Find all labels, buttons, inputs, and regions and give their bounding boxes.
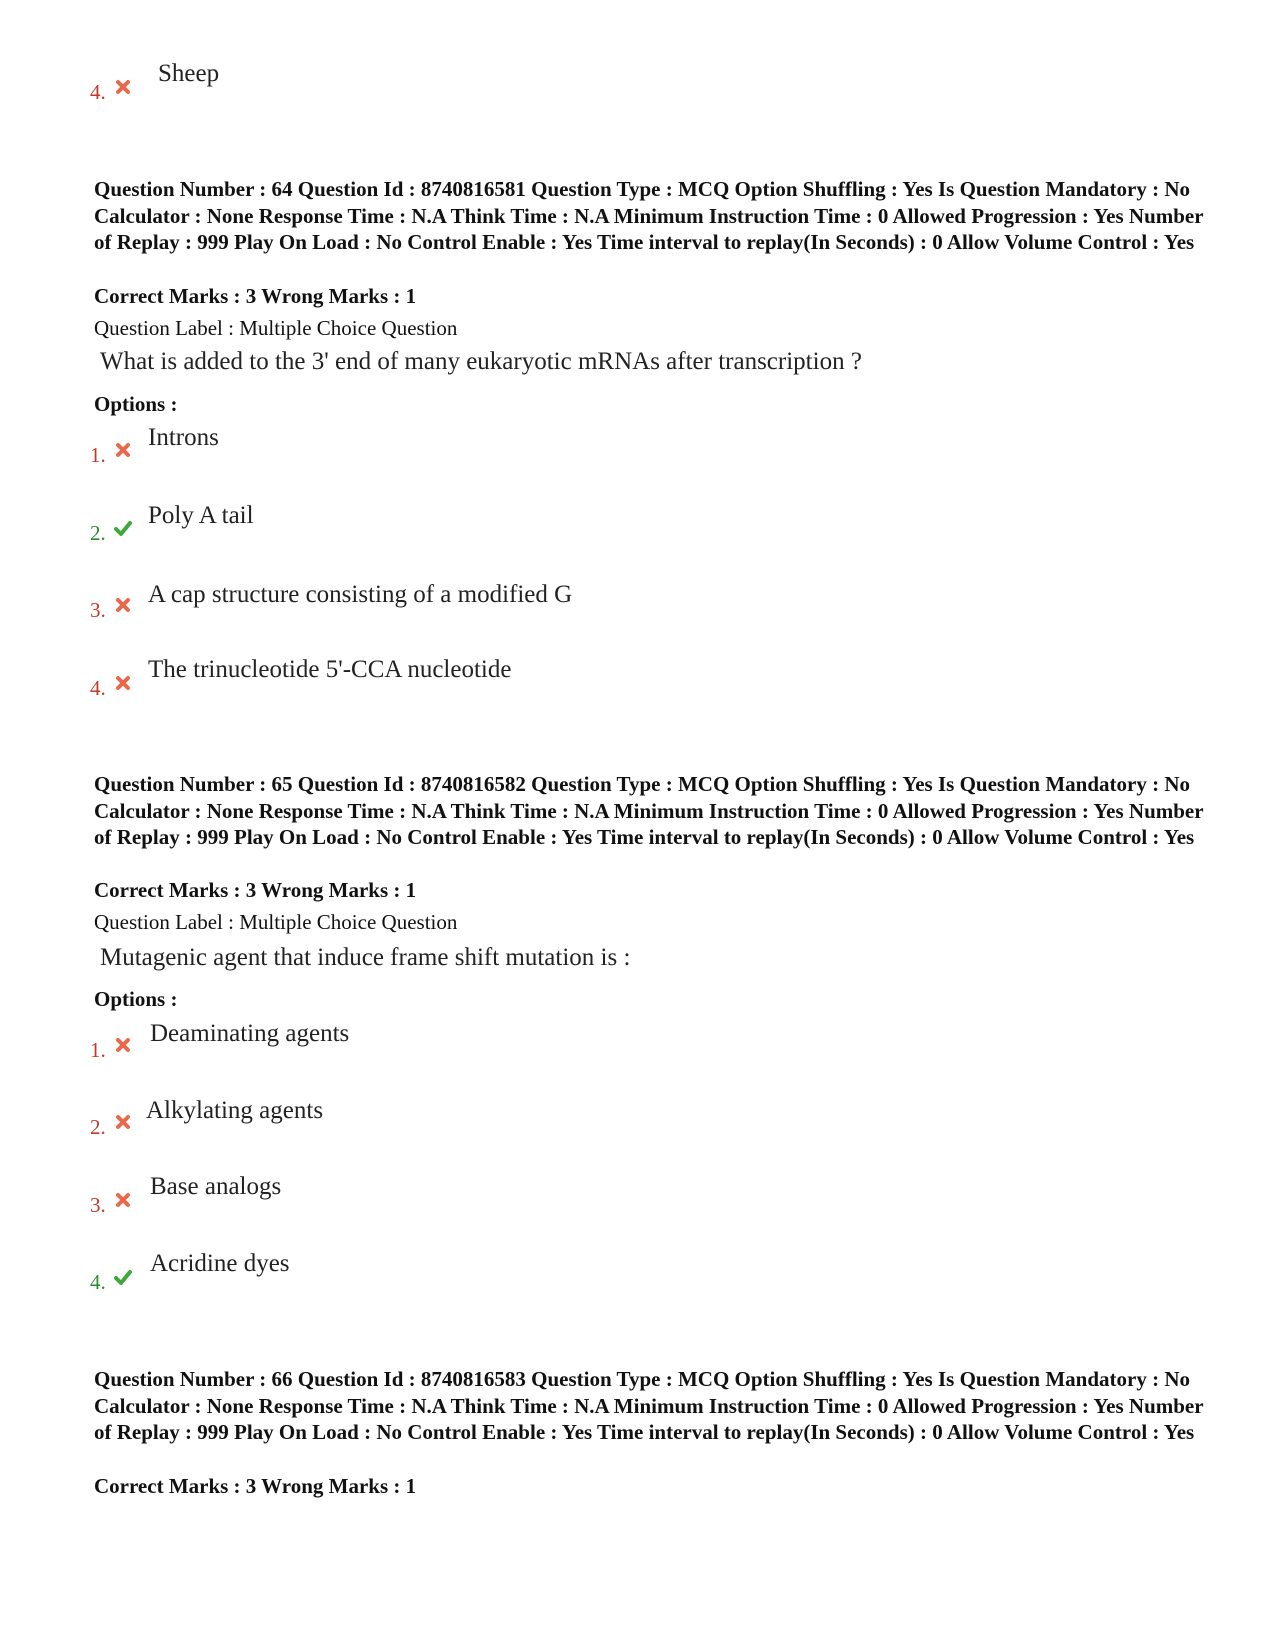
question-meta: Question Number : 64 Question Id : 8740816581 Question Type : MCQ Option Shuffling : Yes Is Question Mandatory : No Calculator : None Response Time : N.A Think Time : N.A Minimum Instruction Time : 0 Allowed Progression : Yes Number of Replay : 999 Play On Load : No Control Enable : Yes Time interval to replay(In Seconds) : 0 Allow Volume Control : Yes: [94, 177, 1204, 254]
question-text: Mutagenic agent that induce frame shift mutation is :: [100, 944, 631, 971]
option-text: Base analogs: [150, 1173, 282, 1200]
option-text: Deaminating agents: [150, 1020, 350, 1047]
question-marks: Correct Marks : 3 Wrong Marks : 1: [94, 1474, 417, 1498]
cross-icon: [114, 674, 132, 692]
option-text: Poly A tail: [148, 502, 254, 529]
option-text: Introns: [148, 424, 219, 451]
option-number: 3.: [90, 1193, 106, 1217]
check-icon: [114, 1268, 132, 1286]
question-meta: Question Number : 65 Question Id : 8740816582 Question Type : MCQ Option Shuffling : Yes Is Question Mandatory : No Calculator : None Response Time : N.A Think Time : N.A Minimum Instruction Time : 0 Allowed Progression : Yes Number of Replay : 999 Play On Load : No Control Enable : Yes Time interval to replay(In Seconds) : 0 Allow Volume Control : Yes: [94, 772, 1204, 849]
question-meta: Question Number : 66 Question Id : 8740816583 Question Type : MCQ Option Shuffling : Yes Is Question Mandatory : No Calculator : None Response Time : N.A Think Time : N.A Minimum Instruction Time : 0 Allowed Progression : Yes Number of Replay : 999 Play On Load : No Control Enable : Yes Time interval to replay(In Seconds) : 0 Allow Volume Control : Yes: [94, 1367, 1204, 1444]
cross-icon: [114, 1036, 132, 1054]
cross-icon: [114, 1191, 132, 1209]
question-label: Question Label : Multiple Choice Question: [94, 316, 458, 340]
question-marks: Correct Marks : 3 Wrong Marks : 1: [94, 878, 417, 902]
option-text: Acridine dyes: [150, 1250, 290, 1277]
option-number: 4.: [90, 80, 106, 104]
option-number: 2.: [90, 1115, 106, 1139]
cross-icon: [114, 1113, 132, 1131]
cross-icon: [114, 596, 132, 614]
option-number: 2.: [90, 521, 106, 545]
options-label: Options :: [94, 987, 178, 1011]
option-number: 1.: [90, 1038, 106, 1062]
option-number: 1.: [90, 443, 106, 467]
question-text: What is added to the 3' end of many eukaryotic mRNAs after transcription ?: [100, 348, 862, 375]
options-label: Options :: [94, 392, 178, 416]
option-text: A cap structure consisting of a modified G: [148, 581, 573, 608]
option-number: 4.: [90, 676, 106, 700]
option-number: 3.: [90, 598, 106, 622]
cross-icon: [114, 441, 132, 459]
cross-icon: [114, 78, 132, 96]
option-number: 4.: [90, 1270, 106, 1294]
option-text: Sheep: [158, 60, 220, 87]
option-text: The trinucleotide 5'-CCA nucleotide: [148, 656, 512, 683]
question-label: Question Label : Multiple Choice Question: [94, 910, 458, 934]
option-text: Alkylating agents: [146, 1097, 324, 1124]
check-icon: [114, 519, 132, 537]
question-marks: Correct Marks : 3 Wrong Marks : 1: [94, 284, 417, 308]
